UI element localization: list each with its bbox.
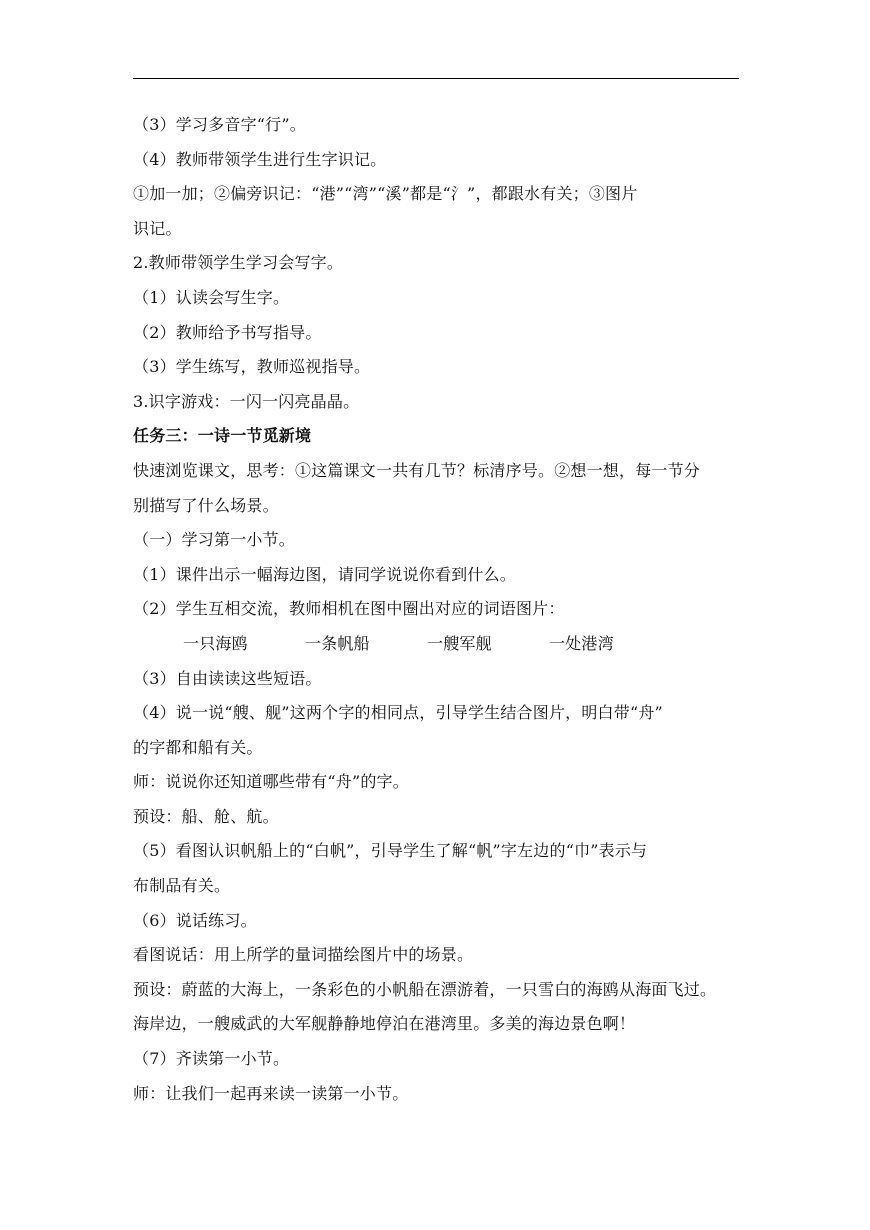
text-line: ①加一加；②偏旁识记：“港”“湾”“溪”都是“氵”，都跟水有关；③图片 [133, 184, 638, 204]
text-line: 的字都和船有关。 [133, 737, 263, 757]
text-line: （3）学习多音字“行”。 [133, 115, 306, 134]
text-line: （一）学习第一小节。 [133, 530, 296, 550]
text-line: （2）教师给予书写指导。 [133, 322, 322, 342]
document-page [133, 0, 739, 1230]
text-line: 2.教师带领学生学习会写字。 [133, 253, 344, 273]
text-line: （1）认读会写生字。 [133, 287, 290, 307]
text-line: 3.识字游戏：一闪一闪亮晶晶。 [133, 391, 360, 411]
text-line: （5）看图认识帆船上的“白帆”，引导学生了解“帆”字左边的“巾”表示与 [133, 841, 648, 861]
header-rule [133, 78, 739, 79]
text-line: （7）齐读第一小节。 [133, 1049, 290, 1069]
phrase-item: 一艘军舰 [427, 633, 492, 653]
text-line: （3）自由读读这些短语。 [133, 668, 322, 688]
phrase-item: 一只海鸥 [183, 633, 248, 653]
phrase-item: 一处港湾 [549, 633, 614, 653]
text-line: （6）说话练习。 [133, 910, 257, 930]
text-line: 海岸边，一艘威武的大军舰静静地停泊在港湾里。多美的海边景色啊！ [133, 1014, 636, 1034]
text-line: （1）课件出示一幅海边图，请同学说说你看到什么。 [133, 564, 516, 584]
text-line: 预设：蔚蓝的大海上，一条彩色的小帆船在漂游着，一只雪白的海鸥从海面飞过。 [133, 979, 717, 999]
text-line: （3）学生练写，教师巡视指导。 [133, 357, 371, 377]
text-line: 师：说说你还知道哪些带有“舟”的字。 [133, 772, 409, 792]
text-line: 识记。 [133, 218, 182, 238]
text-line: （4）教师带领学生进行生字识记。 [133, 149, 387, 169]
text-line: 师：让我们一起再来读一读第一小节。 [133, 1083, 409, 1103]
phrase-item: 一条帆船 [305, 633, 370, 653]
text-line: 快速浏览课文，思考：①这篇课文一共有几节？标清序号。②想一想，每一节分 [133, 460, 701, 480]
phrase-row [133, 627, 739, 662]
section-heading: 任务三：一诗一节觅新境 [133, 426, 312, 446]
text-line: （2）学生互相交流，教师相机在图中圈出对应的词语图片： [133, 599, 565, 619]
text-line: 预设：船、舱、航。 [133, 806, 279, 826]
document-body [133, 108, 739, 1111]
text-line: 别描写了什么场景。 [133, 495, 279, 515]
text-line: 布制品有关。 [133, 876, 231, 896]
text-line: 看图说话：用上所学的量词描绘图片中的场景。 [133, 945, 474, 965]
text-line: （4）说一说“艘、舰”这两个字的相同点，引导学生结合图片，明白带“舟” [133, 703, 663, 723]
